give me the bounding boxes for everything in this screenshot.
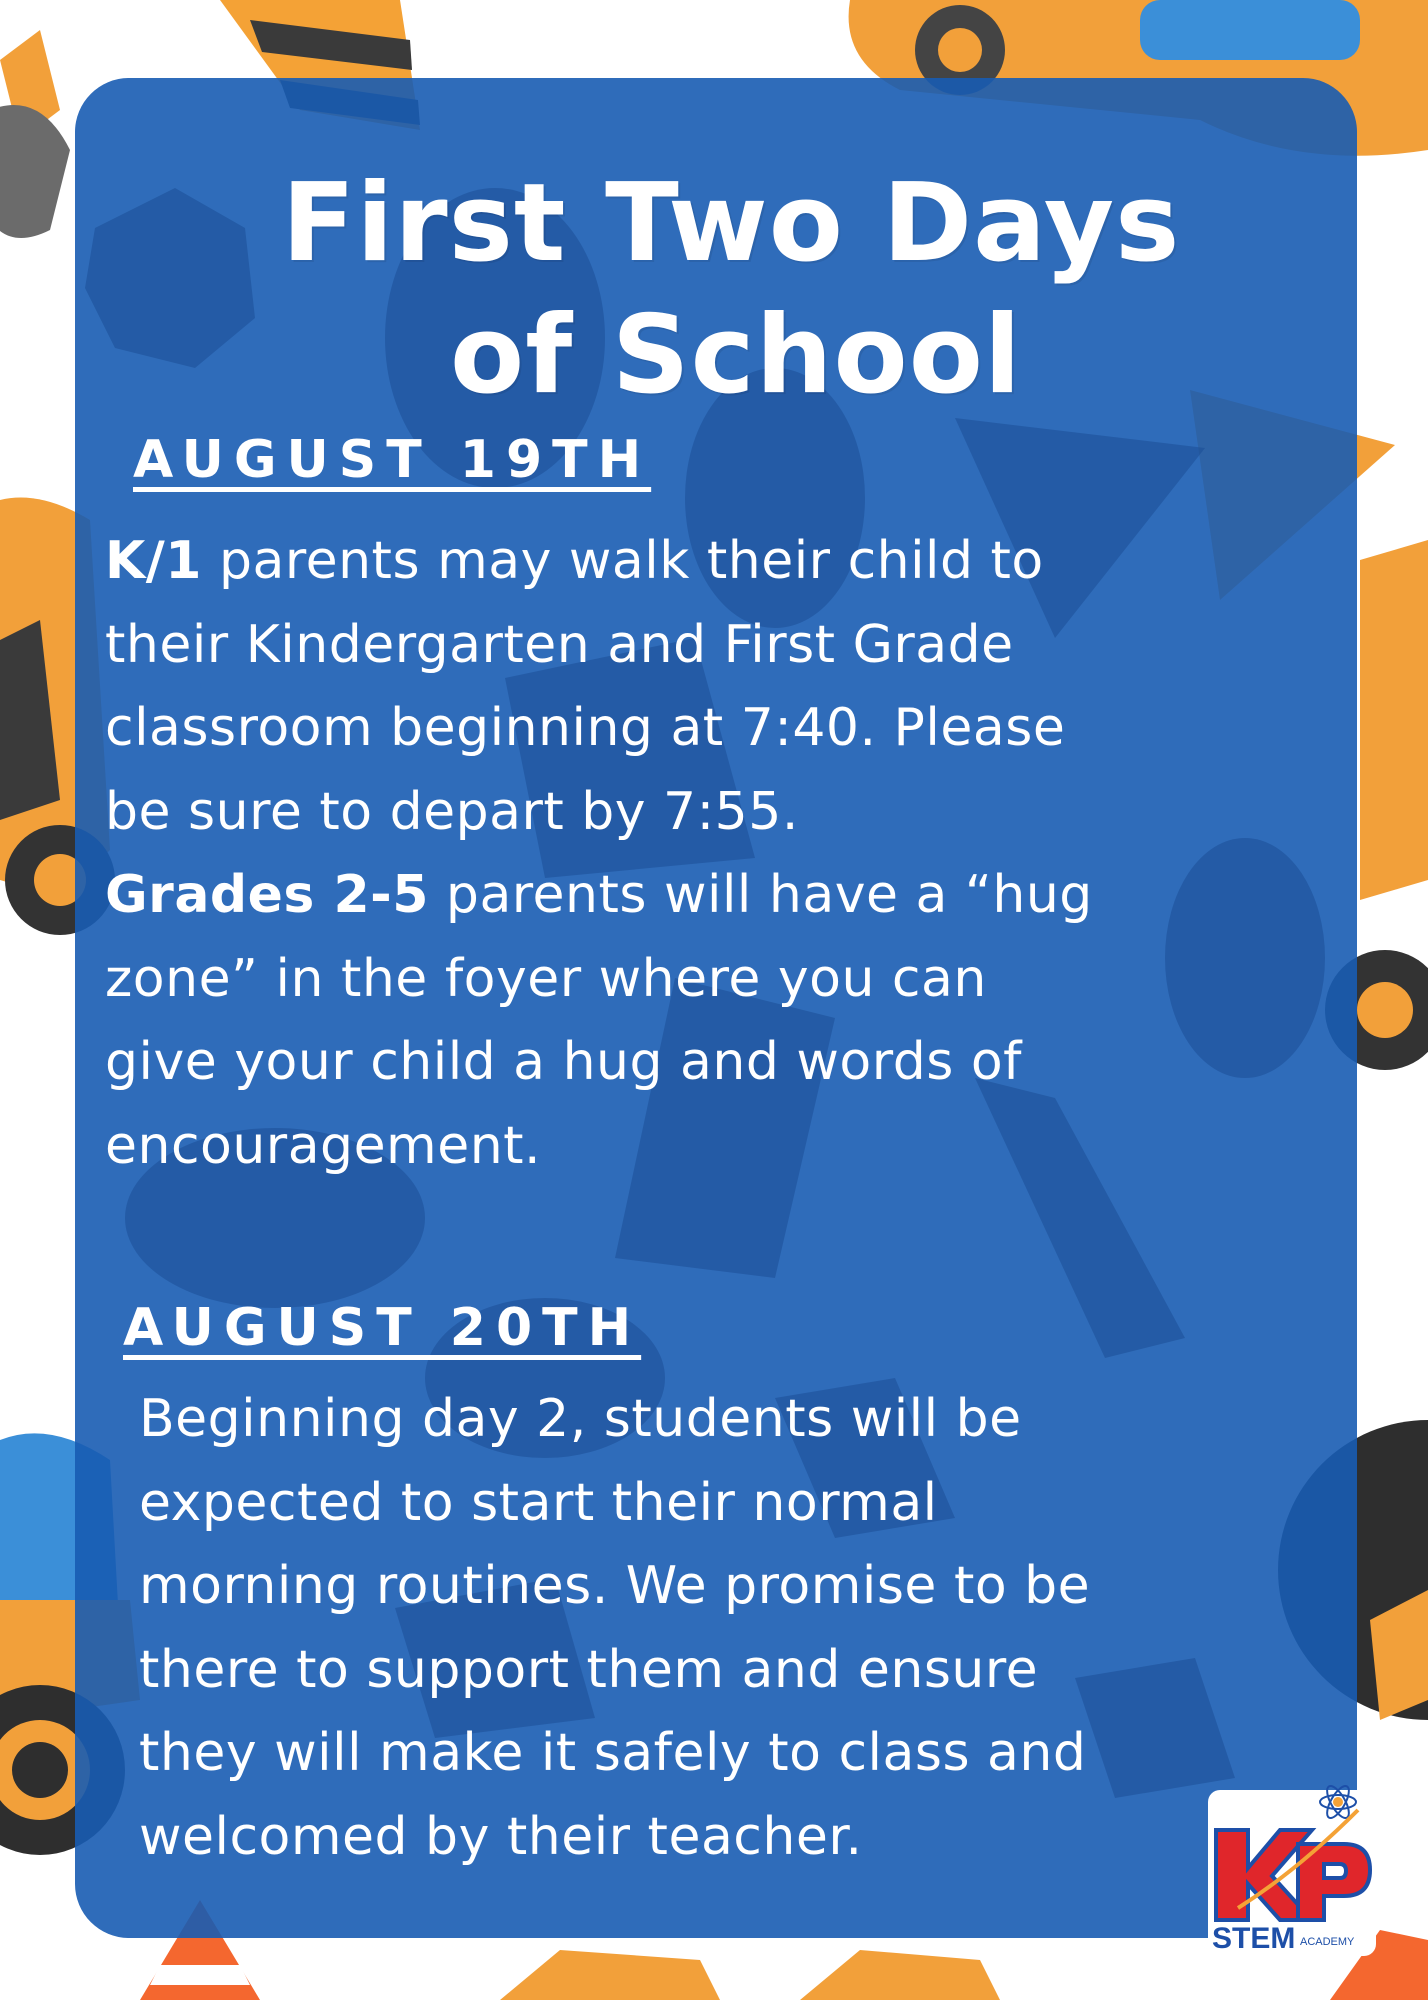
day2-line-6: welcomed by their teacher.: [139, 1806, 863, 1867]
day2-line-2: expected to start their normal: [139, 1472, 938, 1533]
kp-stem-academy-logo: [1208, 1780, 1378, 1958]
logo-academy-text: ACADEMY: [1300, 1936, 1355, 1948]
day2-line-1: Beginning day 2, students will be: [139, 1389, 1022, 1449]
k1-line-1-text: parents may walk their child to: [201, 531, 1044, 591]
k1-line-2: their Kindergarten and First Grade: [105, 614, 1014, 675]
page-title: [75, 158, 1357, 422]
day2-heading: AUGUST 20TH: [123, 1298, 642, 1358]
g25-line-4: encouragement.: [105, 1115, 542, 1176]
g25-line-2: zone” in the foyer where you can: [105, 948, 987, 1009]
title-line-2: of School: [450, 293, 1022, 418]
title-line-1: First Two Days: [281, 161, 1181, 286]
day2-body: [139, 1378, 1349, 1879]
k1-line-3: classroom beginning at 7:40. Please: [105, 698, 1066, 758]
grades-2-5-label: Grades 2-5: [105, 865, 429, 925]
g25-line-3: give your child a hug and words of: [105, 1032, 1022, 1092]
day1-body: [105, 520, 1345, 1188]
day2-line-3: morning routines. We promise to be: [139, 1556, 1091, 1616]
day2-line-4: there to support them and ensure: [139, 1639, 1039, 1700]
g25-line-1-text: parents will have a “hug: [428, 865, 1093, 925]
day1-line-5: [105, 854, 1345, 938]
day1-line-1: [105, 520, 1345, 604]
logo-stem-text: STEM: [1212, 1922, 1296, 1955]
k1-label: K/1: [105, 531, 202, 591]
info-panel: [75, 78, 1357, 1938]
excavator-arm-icon: [0, 30, 70, 238]
day2-line-5: they will make it safely to class and: [139, 1723, 1087, 1783]
day1-heading: AUGUST 19TH: [133, 430, 652, 490]
k1-line-4: be sure to depart by 7:55.: [105, 781, 799, 842]
